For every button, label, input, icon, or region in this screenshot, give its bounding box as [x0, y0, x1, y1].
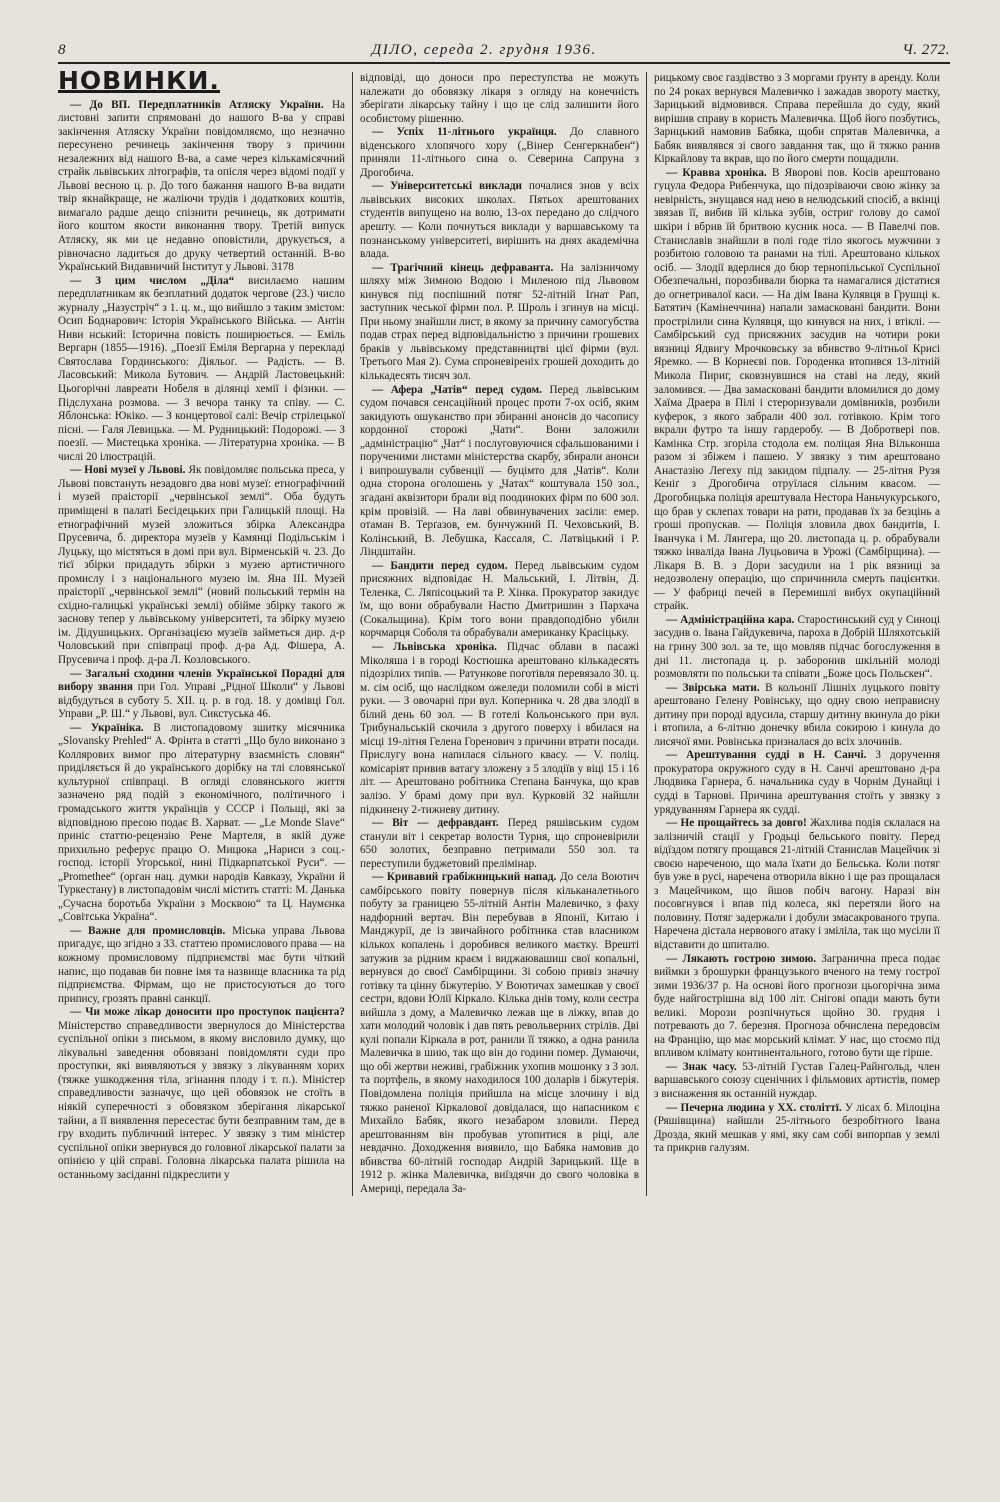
news-item-text: Старостинський суд у Синоці засудив о. Івана Гайдукевича, пароха в Добрій Шляхотській на грину 300 зол. за те, що мовляв підчас богослуження в дні 11. листопада ц. р. заборонив шкільній молоді розмовляти по польськи та співати „Боже цось Польскен“. [654, 613, 940, 681]
news-item-headline: — Адміністраційна кара. [666, 613, 795, 626]
news-item [654, 167, 940, 614]
news-item [58, 668, 345, 722]
news-item-text: рицькому своє газдівство з 3 моргами ґрунту в аренду. Коли по 24 роках вернувся Малевичко і зажадав звороту маєтку, Зарицький відмовився. Справа перейшла до суду, який вирішив справу в користь Малевичка. Щоб його позбутись, Зарицький намовив Бабяка, щоби спрятав Малевичка, а Бабяк виявлявся зі свого завдання так, що й тяжко ранив Кіркайлову та вкрав, що по його смерти пощадили. [654, 72, 940, 166]
page-header [58, 42, 950, 64]
news-item-headline: — Лякають гострою зимою. [666, 952, 817, 965]
news-item-headline: — Не прощайтесь за довго! [666, 817, 807, 830]
news-item [58, 1006, 345, 1182]
column-2 [352, 72, 646, 1196]
news-item [58, 925, 345, 1006]
news-item-headline: — Трагічний кінець дефраванта. [372, 261, 554, 274]
news-item [360, 126, 639, 180]
news-item-headline: — Знак часу. [666, 1060, 737, 1073]
news-item-text: Міська управа Львова пригадує, що згідно з 33. статтею промислового права — на кожному промисловому підприємстві має бути чіткий напис, що подавав би повне імя та назвище власника та рід підприємства. Фірмам, що не пристосуються до того припису, грозять правні санкції. [58, 924, 345, 1005]
news-item [360, 560, 639, 641]
news-item [58, 275, 345, 465]
news-item-headline: — Важне для промисловців. [70, 924, 226, 937]
news-item-headline: — Загальні сходини членів Української Порадні для вибору звання [58, 667, 345, 694]
news-item-headline: — Чи може лікар доносити про проступок пацієнта? [70, 1006, 345, 1019]
news-item-text: Загранична преса подає виймки з брошурки французького вченого на тему гострої зими 1936/37 р. На основі його прогнози цьогорічна зима буде найгострішна від 100 літ. Снігові опади мають бути великі. Морози розпічнуться щойно 30. грудня і потревають до 7. березня. Прогноза обчислена передовсім на Францію, що має морський клімат. У нас, що стоємо під впливом клімату континентального, готово бути ще гірше. [654, 952, 940, 1060]
news-item [654, 749, 940, 817]
news-item-text: В листопадовому зшитку місячника „Slovansky Prehled“ А. Фрінта в статті „Що було виконано з Коллярових вимог про літературну взаємність словян“ приділяється й до українського дорібку на тлі словянської культурної співпраці. В огляді словянського життя зазначено ряд подій з економічного, політичного і громадського життя українців у СССР і Польщі, які за відповідною пресою подає В. Харват. — „Le Monde Slave“ приніс статтю-рецензію Рене Мартеля, в якій дуже прихильно реферує працю О. Мицюка „Нариси з соц.-господ. історії Угорської, нині Підкарпатської Руси“. — „Prometheе“ (орган нац. думки народів Кавказу, України й Туркестану) в листопадовім числі містить статті: М. Данька „Сучасна боротьба України з Москвою“ та Ц. Наумєнка „Совітська Україна“. [58, 721, 345, 924]
masthead-date: ДІЛО, середа 2. грудня 1936. [371, 42, 597, 58]
news-item [360, 641, 639, 817]
news-item [654, 682, 940, 750]
news-item-headline: — Нові музеї у Львові. [70, 464, 186, 477]
news-item-text: Жахлива подія склалася на залізничій стації у Гродьці бельського повіту. Перед відїздом потягу прощався 21-літній Станислав Мацейчик зі своєю нареченою, що мала їхати до Бельська. Коли потяг був уже в русі, наречена отворила вікно і ще раз прощалася з Мацейчиком, що йшов побіч вагону. Наразі він посовгнувся і впав під колеса, які перетяли його на половину. Потяг задержали і добули змасакрованого трупа. Наречена дістала нервового атаку і зміліла, так що мусіли її відставити до шпиталю. [654, 817, 940, 951]
issue-number: Ч. 272. [902, 42, 950, 58]
news-item [360, 384, 639, 560]
column-3 [646, 72, 940, 1196]
news-item-text: висилаємо нашим передплатникам як безплатний додаток чергове (23.) число журналу „Назустріч“ з 1. ц. м., що вийшло з таким змістом: Осип Боднарович: Історія Українського Війська. — Антін Ниви нський: Історична повість поширюється. — Еміль Вергарн (1855—1916). „Поезії Еміля Вергарна у перекладі Святослава Гординського: Діяльоґ. — Радість. — В. Ласовський: Микола Бутович. — Андрій Ластовецький: Цьогорічні лавреати Нобеля в ділянці хемії і фізики. — Підслухана розмова. — З вечора танку та співу. — С. Яблонська: Юкіко. — З концертової салі: Вечір стрілецької пісні. — Галя Левицька. — М. Рудницький: Подорожі. — З поезії. — Мистецька хроніка. — Літературна хроніка. — В числі 20 ілюстрацій. [58, 274, 345, 463]
news-item-headline: — Успіх 11-літнього українця. [372, 126, 557, 139]
news-item-headline: — Львівська хроніка. [372, 640, 497, 653]
news-item-headline: — Кривавий грабіжницький напад. [372, 871, 557, 884]
news-item-text: почалися знов у всіх львівських високих школах. Пятьох арештованих студентів випущено на волю, 13-ох передано до слідчого арешту. — Коли почнуться виклади у варшавському та познанському університеті, вирішить на днях академічна влада. [360, 180, 639, 261]
news-item [360, 262, 639, 384]
news-item [654, 817, 940, 952]
news-item [654, 953, 940, 1061]
news-item-text: Перед львівським судом присяжних відповідає Н. Мальський, І. Літвін, Д. Теленка, С. Ляпісоцький та Р. Хінка. Прокуратор закидує їм, що вони обрабували Настю Дмитришин з Пархача (Сокальщина). Крім того вони правдоподібно убили корчмарця Соболя та обрабували американку Красіцьку. [360, 559, 639, 640]
news-item-headline: — Звірська мати. [666, 681, 760, 694]
news-item [360, 817, 639, 871]
news-item-text: при Гол. Управі „Рідної Школи“ у Львові відбудуться в суботу 5. XII. ц. р. в год. 18. у домівці Гол. Управи „Р. Ш.“ у Львові, вул. Сикстуська 46. [58, 681, 345, 721]
column-1 [58, 66, 352, 1196]
news-item [360, 180, 639, 261]
news-item-headline: — Печерна людина у XX. століттї. [666, 1101, 842, 1114]
article-columns [58, 66, 950, 1196]
news-item [58, 464, 345, 667]
news-item-headline: — Арештування судді в Н. Санчі. [666, 749, 867, 762]
news-item [654, 1102, 940, 1156]
news-item-text: Міністерство справедливости звернулося до Міністерства суспільної опіки з письмом, в якому висловило думку, що лікувальні заведення обовязані повідомляти суди про проступки, які виявляються у звязку з лікуванням хорих (тяжке ушкодження тіла, згінання плоду і т. п.). Міністер справедливости зазначує, що цей обовязок не стоїть в ніякій суперечності з обовязком зберігання лікарської тайни, а її виявлення пересестає бути безправним там, де в гру входить публичний інтерес. У звязку з тим міністер суспільної опіки звернувся до головної лікарської палати за опінією у цій справі. Головна лікарська палата рішила на останньому засіданні підкреслити у [58, 1019, 345, 1181]
news-item-text: З доручення прокуратора окружного суду в Н. Санчі арештовано д-ра Людвика Гарнера, б. начальника суду в Чорнім Дунайці і судді в Тарнові. Причина арештування стоїть у звязку з урядуванням Гарнера як судді. [654, 749, 940, 816]
news-item-headline: — Університетські виклади [372, 180, 522, 193]
news-item-headline: — Україніка. [70, 721, 144, 734]
news-item [654, 72, 940, 167]
news-item-text: В Яворові пов. Косів арештовано гуцула Федора Рибенчука, що підозріваючи свою жінку за невірність, знущався над нею в нелюдський спосіб, а вкінці звязав її, вибив їй кілька зубів, остриг голову до самої шкіри і вбрив їй бритвою кусник носа. — В Павелчі пов. Станиславів знайшли в полі годе тіло якогось мужчини з розбитою головою та ранами на тілі. Арештовано кількох осіб. — Злодії вдерлися до бюр тернопільської Суспільної Обезпечальні, порозбивали бюрка та намагалися дістатися до огнетривалої каси. — На дім Івана Кулявця в Грушці к. Батятич (Камінеччина) напали замасковані бандити. Вони прострілили сина Кулявця, що кинувся на них, і втіклі. — Самбірський суд присяжних засудив на чотири роки вязниці Ядвигу Мрочковську за вбивство 9-літньої Крисі Яремко. — В Корнеєві пов. Городенка втопився 13-літній Микола Пириг, сковзнувшися на ставі на леду, який заломився. — Два замасковані бандити вломилися до дому Хаїма Драера в Пілі і стероризували домівників, розбили куферок, з якого забрали 400 зол. готівкою. Крім того вкрали футро та іншу гардеробу. — В Добротвері пов. Камінка Стр. згоріла стодола ем. поліцая Яна Вільконша разом зі збіжем і пашею. У звязку з тим арештовано Анастазію Легеху під закидом підпалу. — 25-літня Рузя Кеніґ з Дрогобича отруїлася сільним квасом. — Дрогобицька поліція арештувала Нестора Наньчукурського, що брав у склепах товари на рати, продавав їх за безцінь а гроші пропускав. — Поліція зловила двох бандитів, І. Іванчука і М. Лянгера, що 20. листопада ц. р. обрабували тяжко інваліда Івана Луцьовича в Урожі (Самбірщина). — Лікаря В. В. з Дори засудили на 1 рік вязниці за недозволену операцію, що спричинила смерть пацієнтки. — У фабриці печей в Перемишлі вибух окупаційний страйк. [654, 166, 940, 613]
news-item [360, 72, 639, 126]
news-item-headline: — З цим числом „Діла“ [70, 274, 235, 287]
news-item-text: 53-літній Густав Галец-Райнгольд, член варшавського союзу сценічних і фільмових артистів, помер з виснаження як останній нуждар. [654, 1060, 940, 1101]
news-item [654, 614, 940, 682]
news-item-headline: — Афера „Чатів“ перед судом. [372, 383, 542, 396]
news-item-text: відповіді, що доноси про переступства не можуть належати до обовязку лікаря з огляду на конечність зберігати лікарську тайну і що це слід залишити його особистому рішенню. [360, 72, 639, 125]
section-title: НОВИНКИ. [58, 66, 220, 95]
news-item-text: У лісах б. Мілоціна (Ряшівщина) найшли 25-літнього безробітного Івана Дрозда, який мешкав у ямі, яку сам собі випорпав у землі та прикрив галузям. [654, 1101, 940, 1155]
news-item-headline: — Кравва хроніка. [666, 166, 767, 179]
news-item-text: Перед львівським судом почався сенсаційний процес проти 7-ох осіб, яким закидують ошуканство при збиранні анонсів до часопису кордонної сторожі „Чати“. Вони заложили „адміністрацію“ „Чат“ і послуговуючися сфальшованими і порученими листами міністерства скарбу, збирали анонси і випрошували субвенції — буцімто для „Чатів“. Коли одна сторона оголошень у „Чатах“ коштувала 150 зол., згадані аквізитори брали від поодиноких фірм по 600 зол. крім провізій. — На лаві обвинувачених засіли: емер. отаман В. Терґазов, ем. бунчужний П. Чеховський, В. Колінський, В. Лебушка, Кассаля, С. Латвіцький і Р. Ліндштайн. [360, 383, 639, 559]
page-number: 8 [58, 42, 66, 58]
news-item-text: На листовні запити спрямовані до нашого В-ва у справі закінчення Атляску України повідомляємо, що незначно пересунено речинець закінчення твору з причини незалежних від нашого В-ва, а саме через кількамісячний страйк львівських літографів, та опісля через відомі події у Львові весною ц. р. До того бажання нашого В-ва видати твір якнайкраще, не жаліючи трудів і додаткових коштів, вимагало радше дещо спізнити речинець, як дотримати його коштом якости виконання твору. Третій випуск Атляску, як ми це недавно оповістили, друкується, а рівночасно ладиться до друку четвертий останній. В-во Український Видавничий Інститут у Львові. 3178 [58, 98, 345, 274]
news-item-text: Як повідомляє польська преса, у Львові повстануть незадовго два нові музеї: етнографічний і музей праісторії „червінської землі“. Оба будуть приміщені в палаті Бесідецьких при Галицькій площі. На етнографічний музей зложиться збірка Александра Прусевича, б. директора музеїв у Камянці Подільськім і Луцьку, що містяться в домі при вул. Вірменській ч. 23. До тієї збірки придадуть збірки з музею артистичного промислу і з національного музею ім. Яна III. Музей праісторії „червінської землі“ (новий польський термін на східно-галицькі українські землі) обійме збірку такого ж заснову тепер у львівському університеті, та збірку музею ім. Дідушицьких. Організацією музеїв займеться дир. д-р Чоловський при співпраці проф. д-ра Ад. Фішера, А. Прусевича і проф. д-ра Л. Козловського. [58, 464, 345, 666]
news-item [58, 722, 345, 925]
news-item [58, 99, 345, 275]
news-item-text: Перед ряшівським судом станули віт і секретар волости Турня, що спроневірили 650 золотих, безправно петримали 550 зол. та переступили буджетовий прелімінар. [360, 817, 639, 870]
news-item [654, 1061, 940, 1102]
news-item-headline: — Бандити перед судом. [372, 559, 508, 572]
news-item-headline: — Віт — дефравдант. [372, 817, 499, 830]
news-item-text: Підчас облави в пасажі Міколяша і в городі Костюшка арештовано кількадесять підозрілих типів. — Ратункове поготівля перевязало 30. ц. м. сім осіб, що наслідком ожеледи поломили собі в місті руки. — З овочарні при вул. Коперника ч. 28 два злодії в білий день 60 зол. — В готелі Кольонського при вул. Трибунальській скочила з другого поверху і вбилася на місці 19-літня Гелена Горенович з причини втрати посади. Прислугу вона напилася сільного квасу. — V. поліц. комісаріят привив ватагу зложену з 5 злодіїв у віці 15 і 16 літ. — Арештовано робітника Степана Банчука, що крав залізо. У брамі дому при вул. Курковій 32 найшли підкинену 2-тижневу дитину. [360, 640, 639, 816]
news-item-text: До села Воютич самбірського повіту повернув після кільканалетнього побуту за границею 55-літній Антін Малевичко, з фаху надфорний вертач. Він перебував в Японії, Китаю і Манджурії, де із звичайного робітника став власником кількох копалень і доробився великого маєтку. Врешті затужив за рідним краєм і виджаювашиш свої копальні, вернувся до своєї Самбірщини. Зі собою привіз значну готівку та цінну біжутерію. У Воютичах замешкав у своєї сестри, вдови Юлії Кіркало. Кілька днів тому, коли сестра вийшла з дому, а Малевичко лежав ще в ліжку, впав до хати молодий чоловік і дав пять револьверних стрілів. Дві кулі попали Кіркала в рот, ранили її тяжко, а одна ранила Малевичка в шию, так що він до години помер. Думаючи, що обі жертви неживі, грабіжник ухопив мошонку з 3 зол. та портфель, в якому находилося 100 доларів і біжутерія. Повідомлена поліція прийшла на місце злочину і від тяжко раненої Кіркалової довідалася, що напасником є Михайло Бабяк, якого незабаром зловили. Перед арештованням він пробував утопитися в ріці, але невдачно. Доходження виявило, що Бабяка намовив до вбивства 60-літній господар Андрій Зарицький. Ще в 1912 р. жінка Малевичка, виїздячи до свого чоловіка в Америці, передала За- [360, 871, 639, 1195]
news-item-text: На залізничому шляху між Зимною Водою і Миленою під Львовом кинувся під поспішний потяг 52-літній Іґнат Рап, заступник чеської фірми пол. Р. Шроль і згинув на місці. При ньому знайшли лист, в якому за причину самогубства подав страх перед відповідальністю з причини грошевих браків у львівському представництві цієї фірми (вул. Третього Мая 2). Сума спроневіреніх грошей доходить до кількадесять тисяч зол. [360, 261, 640, 383]
news-item-headline: — До ВП. Передплатників Атляску України. [70, 98, 324, 111]
news-item-text: В кольонії Лішніх луцького повіту арештовано Гелену Ровінську, що одну свою неправисну дитину при породі вдусила, старшу дитину вкинула до ріки і втопила, а 6-літню донечку вбила сокирою і кинула до лисячої ями. Ровінська призналася до всіх злочинів. [654, 681, 940, 748]
news-item [360, 871, 639, 1196]
news-item-text: До славного віденського хлопячого хору („Вінер Сенгеркнабен“) приняли 11-літнього сина о. Северина Сапруна з Дрогобича. [360, 126, 639, 179]
